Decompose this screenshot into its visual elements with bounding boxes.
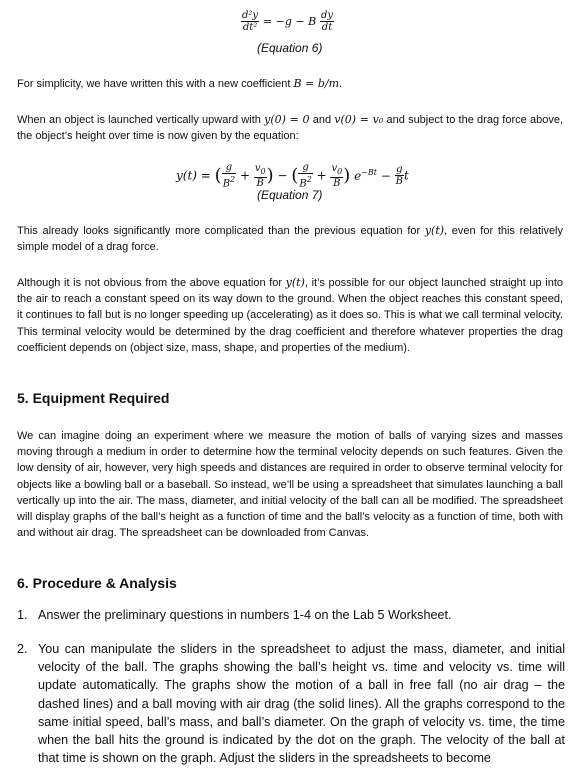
list-item-number: 2. [17, 642, 28, 656]
list-item-text: You can manipulate the sliders in the spreadsheet to adjust the mass, diameter, and initial velocity of the ball. The graphs showing the ball’s height vs. time and velocity vs. time will update automatically. The graphs show the motion of a ball in free fall (no air drag – the dashed lines) and a ball moving with air drag (the solid lines). All the graphs correspond to the same initial speed, ball’s mass, and ball’s diameter. On the graph of velocity vs. time, the time when the ball hits the ground is indicated by the dot on the graph. The velocity of the ball at that time is shown on the graph. Adjust the sliders in the spreadsheets to become [38, 642, 565, 766]
text: , it’s possible for our object launched straight up into the air to reach a constant speed on its way down to the ground. When the object reaches this constant speed, it continues to fall but is no longer speeding up (accelerating) as it does so. This is what we call terminal velocity. This terminal velocity would be determined by the drag coefficient and therefore whatever properties the drag coefficient depends on (object size, mass, shape, and properties of the medium). [17, 277, 563, 354]
equation-6 [241, 10, 334, 33]
paragraph-equipment: We can imagine doing an experiment where we measure the motion of balls of varying sizes and masses moving through a medium in order to determine how the terminal velocity depends on such features. Given the low density of air, however, very high speeds and distances are required in order to observe terminal velocity for objects like a bowling ball or a baseball. So instead, we’ll be using a spreadsheet that simulates launching a ball vertically up into the air. The mass, diameter, and initial velocity of the ball can all be modified. The spreadsheet will display graphs of the ball’s height as a function of time and the ball’s velocity as a function of time, both with and without air drag. The spreadsheet can be downloaded from Canvas. [17, 430, 563, 540]
paragraph-terminal-velocity [17, 275, 563, 356]
section-5-heading: 5. Equipment Required [17, 390, 170, 406]
dy-dt-fraction [320, 10, 334, 33]
math-inline: y(t) [285, 276, 305, 289]
section-6-heading: 6. Procedure & Analysis [17, 575, 177, 591]
equation-middle: = −g − B [262, 15, 317, 28]
text: and [309, 114, 335, 126]
math-inline: y(t) [424, 224, 445, 237]
equation-7-caption: (Equation 7) [257, 188, 323, 202]
text: For simplicity, we have written this with a new coefficient [17, 78, 294, 90]
paragraph-coefficient [17, 76, 563, 92]
math-inline: y(0) = 0 [264, 113, 310, 126]
math-inline: v(0) = v₀ [334, 113, 384, 126]
list-item [17, 640, 565, 767]
list-item [17, 606, 565, 624]
fraction-denominator: dt [321, 22, 333, 33]
text: When an object is launched vertically upward with [17, 114, 265, 126]
equation-lhs: y(t) = [176, 168, 215, 183]
equation-6-caption: (Equation 6) [257, 41, 323, 55]
paragraph-launch [17, 112, 563, 144]
text: , even for this relatively simple model of a drag force. [17, 225, 564, 254]
fraction-numerator: dy [320, 10, 334, 21]
text: Although it is not obvious from the above equation for [17, 277, 286, 289]
fraction-numerator: d²y [242, 10, 259, 21]
equation-7: y(t) = ( $\frac{g}{B^2}$ + $\frac{v_0}{B}$ ) − ( $\frac{g}{B^2}$ + $\frac{v_0}{B}$ ) $e^{-Bt}$ − $\frac{g}{B}$ t [176, 162, 409, 190]
text: This already looks significantly more complicated than the previous equation for [17, 225, 425, 237]
list-item-number: 1. [17, 608, 28, 622]
list-item-text: Answer the preliminary questions in numbers 1-4 on the Lab 5 Worksheet. [38, 608, 452, 622]
paragraph-complicated [17, 223, 563, 255]
text: and subject to the drag force above, the object’s height over time is now given by the equation: [17, 114, 563, 143]
d2y-dt2-fraction [241, 10, 259, 33]
fraction-denominator: dt² [242, 22, 258, 33]
math-inline: B = b/m [293, 77, 340, 90]
text: . [339, 78, 343, 90]
